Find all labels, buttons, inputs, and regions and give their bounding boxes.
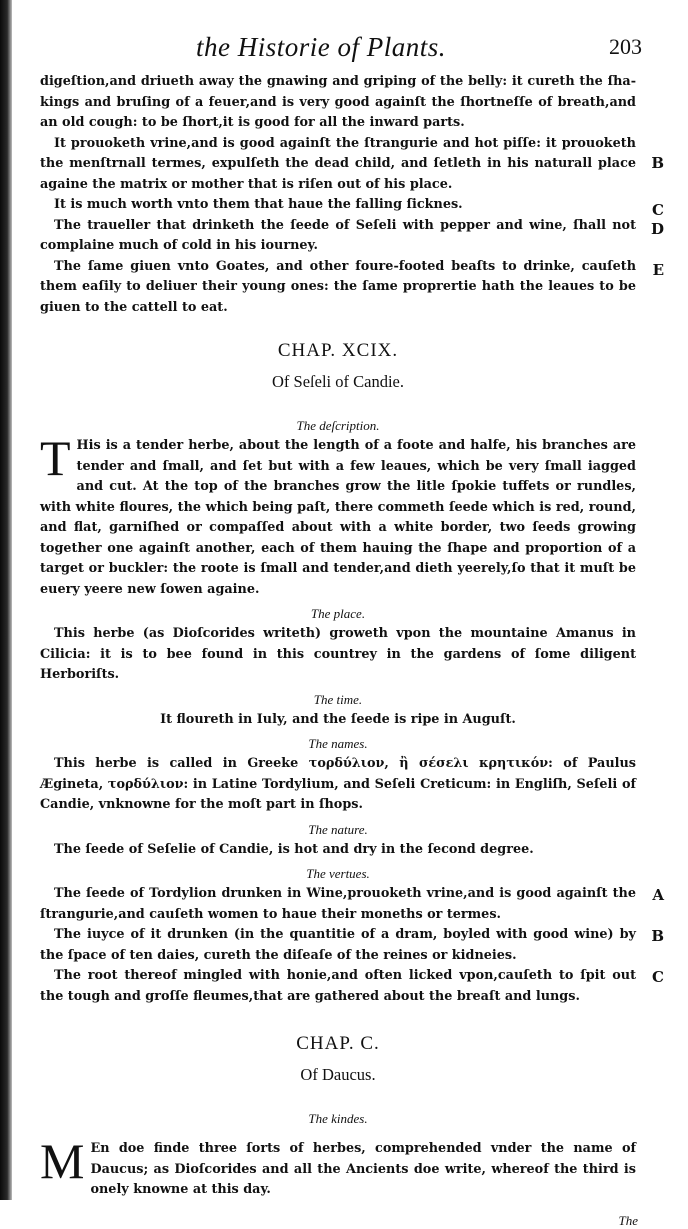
vertue-text-c: The root thereof mingled with honie,and often licked vpon,cauſeth to ſpit out the tough and groſſe fleumes,that are gathered about the breaſt and lungs.: [40, 968, 636, 1004]
description-text: His is a tender herbe, about the length of a foote and halfe, his branches are tender and ſmall, and ſet but with a few leaues, which be very ſmall iagged and cut. At the top of the branches grow the litle ſpokie tuffets or rundles, with white floures, the which being paſt, there commeth ſeede which is red, round, and flat, garniſhed or compaſſed about with a white border, two ſeeds growing together one againſt another, each of them hauing the ſhape and proportion of a target or buckler: the roote is ſmall and tender,and dieth yeerely,ſo that it muſt be euery yeere new ſowen againe.: [40, 438, 636, 597]
paragraph-falling-sicknes: It is much worth vnto them that haue the falling ſicknes.: [54, 197, 463, 212]
catchword: The: [618, 1212, 638, 1228]
vertue-text-b: The iuyce of it drunken (in the quantitie of a dram, boyled with good wine) by the ſpace of ten daies, cureth the diſeaſe of the reines or kidneies.: [40, 927, 636, 963]
chapter-subject-daucus: Of Daucus.: [300, 1065, 376, 1084]
paragraph-continued: digeſtion,and driueth away the gnawing and griping of the belly: it cureth the ſha-kings and bruſing of a feuer,and is very good againſt the ſhortneſſe of breath,and an old cough: to be ſhort,it is good for all the inward parts.: [40, 74, 636, 130]
margin-letter-d: D: [650, 219, 664, 238]
drop-cap-t: T: [40, 430, 71, 486]
chapter-subject-seseli-candie: Of Seſeli of Candie.: [272, 372, 404, 391]
paragraph-row-e: [40, 257, 664, 319]
rubric-nature: The nature.: [308, 821, 368, 837]
paragraph-goates: The ſame giuen vnto Goates, and other foure-footed beaſts to drinke, cauſeth them eaſily to deliuer their young ones: the ſame proprertie hath the leaues to be giuen to the cattell to eat.: [40, 258, 636, 315]
margin-letter-c: C: [652, 201, 664, 219]
previous-chapter-vertues: [40, 72, 664, 318]
margin-letter-a: A: [652, 886, 664, 904]
margin-letter-b: B: [651, 153, 664, 172]
vertue-row-c: [40, 966, 664, 1007]
place-text: This herbe (as Dioſcorides writeth) groweth vpon the mountaine Amanus in Cilicia: it is to bee found in this countrey in the gardens of ſome diligent Herboriſts.: [40, 626, 636, 682]
running-title: the Historie of Plants.: [196, 32, 446, 62]
description-paragraph: [40, 430, 636, 600]
kindes-text: En doe finde three ſorts of herbes, comprehended vnder the name of Daucus; as Dioſcorides and all the Ancients doe write, whereof the third is onely knowne at this day.: [90, 1141, 636, 1197]
names-text: This herbe is called in Greeke τορδύλιον, ἢ σέσελι κρητικόν: of Paulus Ægineta, τορδύλιον: in Latine Tordylium, and Seſeli Creticum: in Engliſh, Seſeli of Candie, vnknowne for the moſt part in ſhops.: [40, 756, 636, 812]
nature-text: The ſeede of Seſelie of Candie, is hot and dry in the ſecond degree.: [54, 841, 534, 857]
book-gutter-shadow: [0, 0, 12, 1200]
vertue-text-a: The ſeede of Tordylion drunken in Wine,prouoketh vrine,and is good againſt the ſtrangurie,and cauſeth women to haue their moneths or termes.: [40, 886, 636, 922]
paragraph-traueller: The traueller that drinketh the ſeede of Seſeli with pepper and wine, ſhall not complaine much of cold in his iourney.: [40, 217, 636, 253]
margin-letter-e: E: [652, 260, 664, 279]
rubric-vertues: The vertues.: [306, 866, 370, 881]
kindes-paragraph: [40, 1133, 638, 1228]
margin-letter-c-vertues: C: [652, 968, 664, 986]
running-head: [40, 28, 642, 72]
vertue-row-b: [40, 925, 664, 966]
time-text: It floureth in Iuly, and the ſeede is ripe in Auguſt.: [160, 711, 516, 727]
rubric-description: The deſcription.: [296, 418, 380, 433]
paragraph-row-b: [40, 134, 664, 196]
paragraph-urine: It prouoketh vrine,and is good againſt the ſtrangurie and hot piſſe: it prouoketh the menſtrnall termes, expulſeth the dead child, and ſetleth in his naturall place againe the matrix or mother that is riſen out of his place.: [40, 135, 636, 192]
chapter-heading-xcix: CHAP. XCIX.: [277, 340, 399, 361]
rubric-names: The names.: [308, 736, 368, 751]
page-number: 203: [609, 34, 642, 59]
rubric-place: The place.: [310, 606, 366, 621]
drop-cap-m: M: [40, 1133, 85, 1189]
paragraph-row-c: [40, 195, 664, 219]
vertue-row-a: [40, 884, 664, 925]
book-page: [40, 28, 664, 1228]
rubric-kindes: The kindes.: [308, 1111, 368, 1126]
chapter-heading-c: CHAP. C.: [296, 1033, 380, 1054]
paragraph-row-d: [40, 216, 664, 257]
margin-letter-b-vertues: B: [651, 927, 664, 945]
rubric-time: The time.: [313, 691, 363, 707]
